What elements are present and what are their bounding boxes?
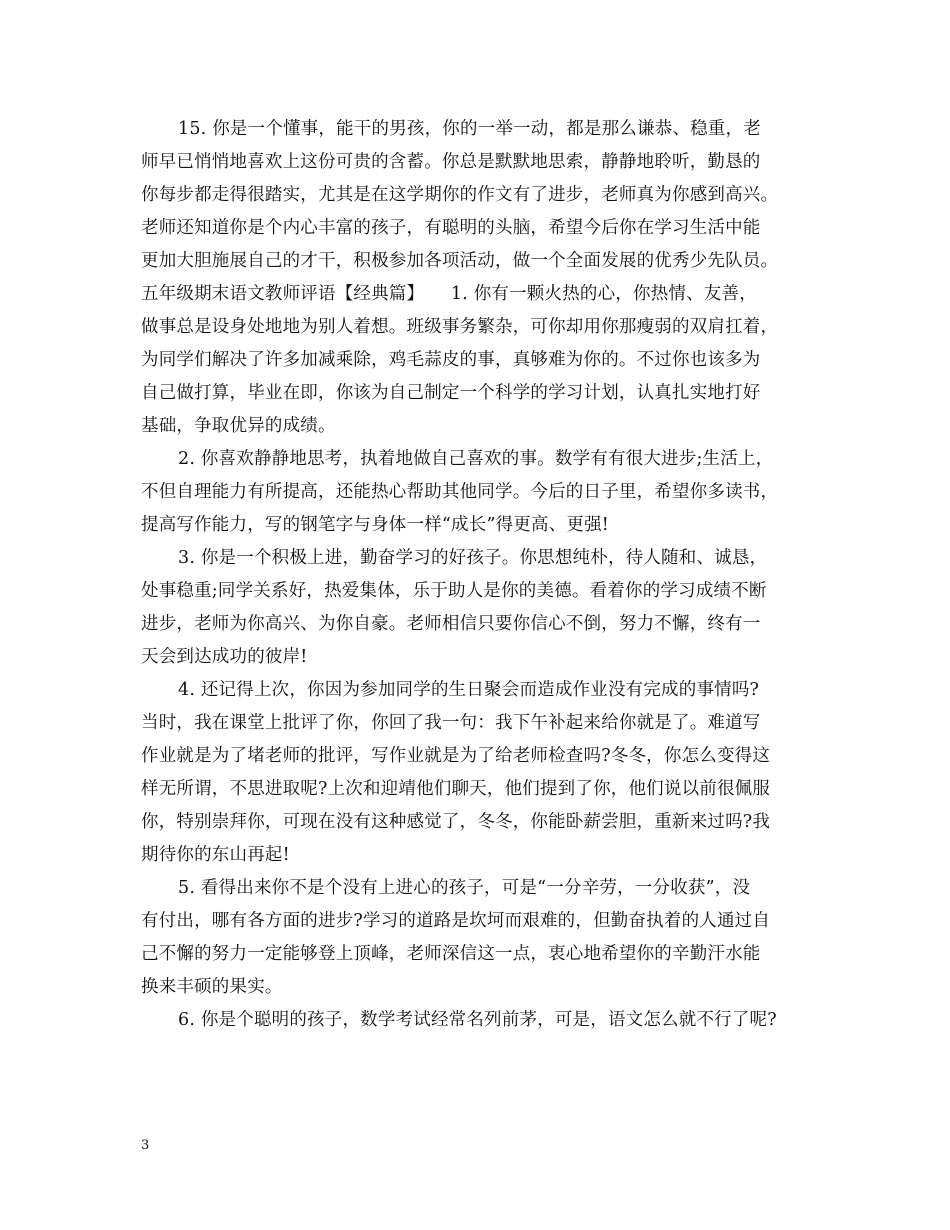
paragraph-1-line: 为同学们解决了许多加减乘除，鸡毛蒜皮的事，真够难为你的。不过你也该多为 <box>141 350 761 370</box>
paragraph-4-line: 样无所谓，不思进取呢?上次和迎靖他们聊天，他们提到了你，他们说以前很佩服 <box>141 779 771 799</box>
paragraph-3-line: 天会到达成功的彼岸! <box>141 647 308 667</box>
paragraph-4-line: 作业就是为了堵老师的批评，写作业就是为了给老师检查吗?冬冬，你怎么变得这 <box>141 746 771 766</box>
paragraph-15-line: 更加大胆施展自己的才干，积极参加各项活动，做一个全面发展的优秀少先队员。 <box>141 251 779 271</box>
paragraph-5-line: 己不懈的努力一定能够登上顶峰，老师深信这一点，衷心地希望你的辛勤汗水能 <box>141 944 761 964</box>
paragraph-15-line: 老师还知道你是个内心丰富的孩子，有聪明的头脑，希望今后你在学习生活中能 <box>141 218 761 238</box>
paragraph-2-line: 2. 你喜欢静静地思考，执着地做自己喜欢的事。数学有有很大进步;生活上， <box>178 449 774 469</box>
page-number: 3 <box>141 1138 150 1153</box>
paragraph-2-line: 提高写作能力，写的钢笔字与身体一样“成长”得更高、更强! <box>141 515 610 535</box>
paragraph-1-line: 自己做打算，毕业在即，你该为自己制定一个科学的学习计划，认真扎实地打好 <box>141 383 761 403</box>
document-body <box>141 113 821 1037</box>
paragraph-4-line: 你，特别崇拜你，可现在没有这种感觉了，冬冬，你能卧薪尝胆，重新来过吗?我 <box>141 812 771 832</box>
paragraph-4-line: 期待你的东山再起! <box>141 845 290 865</box>
paragraph-3-line: 3. 你是一个积极上进，勤奋学习的好孩子。你思想纯朴，待人随和、诚恳， <box>178 548 768 568</box>
paragraph-15-line: 你每步都走得很踏实，尤其是在这学期你的作文有了进步，老师真为你感到高兴。 <box>141 185 779 205</box>
paragraph-5-line: 5. 看得出来你不是个没有上进心的孩子，可是“一分辛劳，一分收获”，没 <box>178 878 751 898</box>
paragraph-2-line: 不但自理能力有所提高，还能热心帮助其他同学。今后的日子里，希望你多读书， <box>141 482 779 502</box>
paragraph-6-line: 6. 你是个聪明的孩子，数学考试经常名列前茅，可是，语文怎么就不行了呢? <box>178 1010 777 1030</box>
paragraph-15-line: 师早已悄悄地喜欢上这份可贵的含蓄。你总是默默地思索，静静地聆听，勤恳的 <box>141 152 761 172</box>
paragraph-5-line: 换来丰硕的果实。 <box>141 977 283 997</box>
paragraph-4-line: 当时，我在课堂上批评了你，你回了我一句：我下午补起来给你就是了。难道写 <box>141 713 761 733</box>
paragraph-5-line: 有付出，哪有各方面的进步?学习的道路是坎坷而艰难的，但勤奋执着的人通过自 <box>141 911 771 931</box>
paragraph-15-line: 15. 你是一个懂事，能干的男孩，你的一举一动，都是那么谦恭、稳重，老 <box>178 119 761 139</box>
paragraph-4-line: 4. 还记得上次，你因为参加同学的生日聚会而造成作业没有完成的事情吗? <box>178 680 760 700</box>
paragraph-3-line: 进步，老师为你高兴、为你自豪。老师相信只要你信心不倒，努力不懈，终有一 <box>141 614 761 634</box>
section-heading-line: 五年级期末语文教师评语【经典篇】 1. 你有一颗火热的心，你热情、友善， <box>141 284 757 304</box>
paragraph-3-line: 处事稳重;同学关系好，热爱集体，乐于助人是你的美德。看着你的学习成绩不断 <box>141 581 767 601</box>
paragraph-1-line: 做事总是设身处地地为别人着想。班级事务繁杂，可你却用你那瘦弱的双肩扛着， <box>141 317 779 337</box>
paragraph-1-line: 基础，争取优异的成绩。 <box>141 416 336 436</box>
